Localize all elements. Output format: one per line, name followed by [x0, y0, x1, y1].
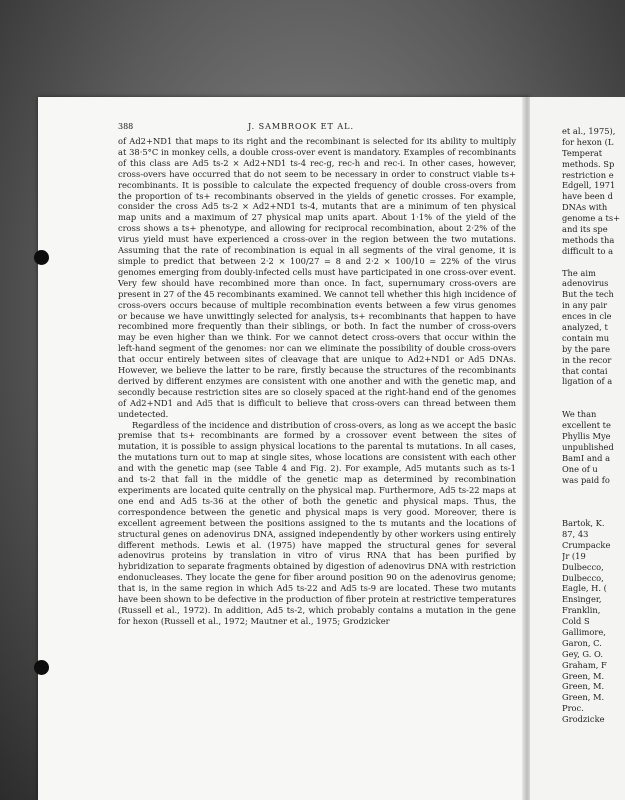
- right-page-line: [562, 387, 625, 398]
- right-page-line: Dulbecco,: [562, 561, 604, 572]
- right-page-line: DNAs with: [562, 202, 608, 213]
- right-page-line: unpublished: [562, 441, 614, 452]
- right-page-line: Gey, G. O.: [562, 648, 603, 659]
- right-page-text: [562, 126, 625, 725]
- right-page-line: Ensinger,: [562, 594, 602, 605]
- right-page-line: Garon, C.: [562, 637, 602, 648]
- right-page-line: [562, 485, 625, 496]
- right-page-line: in the recor: [562, 354, 612, 365]
- binder-hole: [34, 250, 49, 265]
- binder-hole: [34, 660, 49, 675]
- right-page-line: Proc.: [562, 703, 584, 714]
- right-page-line: [562, 507, 625, 518]
- right-page-line: ences in cle: [562, 311, 612, 322]
- right-page-line: Phyllis Mye: [562, 430, 611, 441]
- right-page-line: adenovirus: [562, 278, 609, 289]
- right-page-line: 87, 43: [562, 528, 589, 539]
- paragraph: of Ad2+ND1 that maps to its right and the recombinant is selected for its ability to multiply at 38·5°C in monkey cells, a double cross-over event is mandatory. Examples of recombinants of this class are Ad5 ts-2 × Ad2+ND1 ts-4 rec-g, rec-h and rec-i. In other cases, however, cross-overs have occurred that do not seem to be necessary in order to construct viable ts+ recombinants. It is possible to calculate the expected frequency of double cross-overs from the proportion of ts+ recombinants observed in the yields of genetic crosses. For example, consider the cross Ad5 ts-2 × Ad2+ND1 ts-4, mutants that are a minimum of ten physical map units and a maximum of 27 physical map units apart. About 1·1% of the yield of the cross shows a ts+ phenotype, and allowing for reciprocal recombination, about 2·2% of the virus yield must have experienced a cross-over in the region between the two mutations. Assuming that the rate of recombination is equal in all segments of the viral genome, it is simple to predict that between 2·2 × 100/27 = 8 and 2·2 × 100/10 = 22% of the virus genomes emerging from doubly-infected cells must have participated in one cross-over event. Very few should have recombined more than once. In fact, supernumary cross-overs are present in 27 of the 45 recombinants examined. We cannot tell whether this high incidence of cross-overs occurs because of multiple recombination events between a few virus genomes or because we have unwittingly selected for analysis, ts+ recombinants that happen to have recombined more frequently than their siblings, or both. In fact the number of cross-overs may be even higher than we think. For we cannot detect cross-overs that occur within the left-hand segment of the genomes: nor can we eliminate the possibility of double cross-overs that occur entirely between sites of cleavage that are unique to Ad2+ND1 or Ad5 DNAs. However, we believe the latter to be rare, firstly because the structures of the recombinants derived by different enzymes are consistent with one another and with the genetic map, and secondly because restriction sites are so closely spaced at the right-hand end of the genomes of Ad2+ND1 and Ad5 that is difficult to believe that cross-overs can thread between them undetected.: [118, 136, 516, 419]
- right-page-line: [562, 398, 625, 409]
- right-page-line: We than: [562, 409, 597, 420]
- right-page-line: was paid fo: [562, 474, 610, 485]
- right-page-line: Green, M.: [562, 670, 605, 681]
- right-page-line: Eagle, H. (: [562, 583, 607, 594]
- right-page-line: in any pair: [562, 300, 608, 311]
- right-page-line: difficult to a: [562, 245, 614, 256]
- right-page-line: methods. Sp: [562, 158, 615, 169]
- right-page-line: Grodzicke: [562, 714, 605, 725]
- right-page-line: Jr (19: [562, 550, 586, 561]
- right-page-line: Green, M.: [562, 681, 605, 692]
- paragraph: Regardless of the incidence and distribution of cross-overs, as long as we accept the basic premise that ts+ recombinants are formed by a crossover event between the sites of mutation, it is possible to assign physical locations to the parental ts mutations. In all cases, the mutations turn out to map at single sites, whose locations are consistent with each other and with the genetic map (see Table 4 and Fig. 2). For example, Ad5 mutants such as ts-1 and ts-2 that fall in the middle of the genetic map as determined by recombination experiments are located quite centrally on the physical map. Furthermore, Ad5 ts-22 maps at one end and Ad5 ts-36 at the other of both the genetic and physical maps. Thus, the correspondence between the genetic and physical maps is very good. Moreover, there is excellent agreement between the positions assigned to the ts mutants and the locations of structural genes on adenovirus DNA, assigned independently by other workers using entirely different methods. Lewis et al. (1975) have mapped the structural genes for several adenovirus proteins by translation in vitro of virus RNA that has been purified by hybridization to separate fragments obtained by digestion of adenovirus DNA with restriction endonucleases. They locate the gene for fiber around position 90 on the adenovirus genome; that is, in the same region in which Ad5 ts-22 and Ad5 ts-9 are located. These two mutants have been shown to be defective in the production of fiber protein at restrictive temperatures (Russell et al., 1972). In addition, Ad5 ts-2, which probably contains a mutation in the gene for hexon (Russell et al., 1972; Mautner et al., 1975; Grodzicker: [118, 419, 516, 626]
- right-page-line: that contai: [562, 365, 608, 376]
- right-page-line: Cold S: [562, 616, 590, 627]
- right-page-line: ligation of a: [562, 376, 613, 387]
- right-page-line: methods tha: [562, 234, 615, 245]
- right-page-line: Gallimore,: [562, 626, 606, 637]
- right-page-line: Edgell, 1971: [562, 180, 616, 191]
- right-page-line: restriction e: [562, 169, 614, 180]
- right-page-line: Franklin,: [562, 605, 601, 616]
- right-page-line: Crumpacke: [562, 539, 611, 550]
- right-page-line: Graham, F: [562, 659, 607, 670]
- right-page-line: One of u: [562, 463, 598, 474]
- right-page-line: [562, 496, 625, 507]
- right-page-line: genome a ts+: [562, 213, 621, 224]
- right-page-line: Bartok, K.: [562, 518, 605, 529]
- page-header: [118, 122, 518, 136]
- right-page-line: contain mu: [562, 332, 610, 343]
- right-page-line: for hexon (L: [562, 136, 614, 147]
- right-page-line: The aim: [562, 267, 596, 278]
- running-head: J. SAMBROOK ET AL.: [248, 122, 355, 131]
- right-page-line: [562, 257, 625, 268]
- right-page-line: Green, M.: [562, 692, 605, 703]
- right-page-line: BamI and a: [562, 452, 611, 463]
- right-page-line: have been d: [562, 191, 613, 202]
- right-page-line: But the tech: [562, 289, 614, 300]
- right-page-line: by the pare: [562, 343, 610, 354]
- right-page-line: et al., 1975),: [562, 126, 616, 136]
- page-number: 388: [118, 122, 134, 131]
- right-page-line: analyzed, t: [562, 322, 608, 333]
- right-page-line: excellent te: [562, 420, 611, 431]
- right-page-line: Temperat: [562, 147, 603, 158]
- right-page-line: Dulbecco,: [562, 572, 604, 583]
- right-page-line: and its spe: [562, 224, 608, 235]
- body-text: [118, 136, 516, 627]
